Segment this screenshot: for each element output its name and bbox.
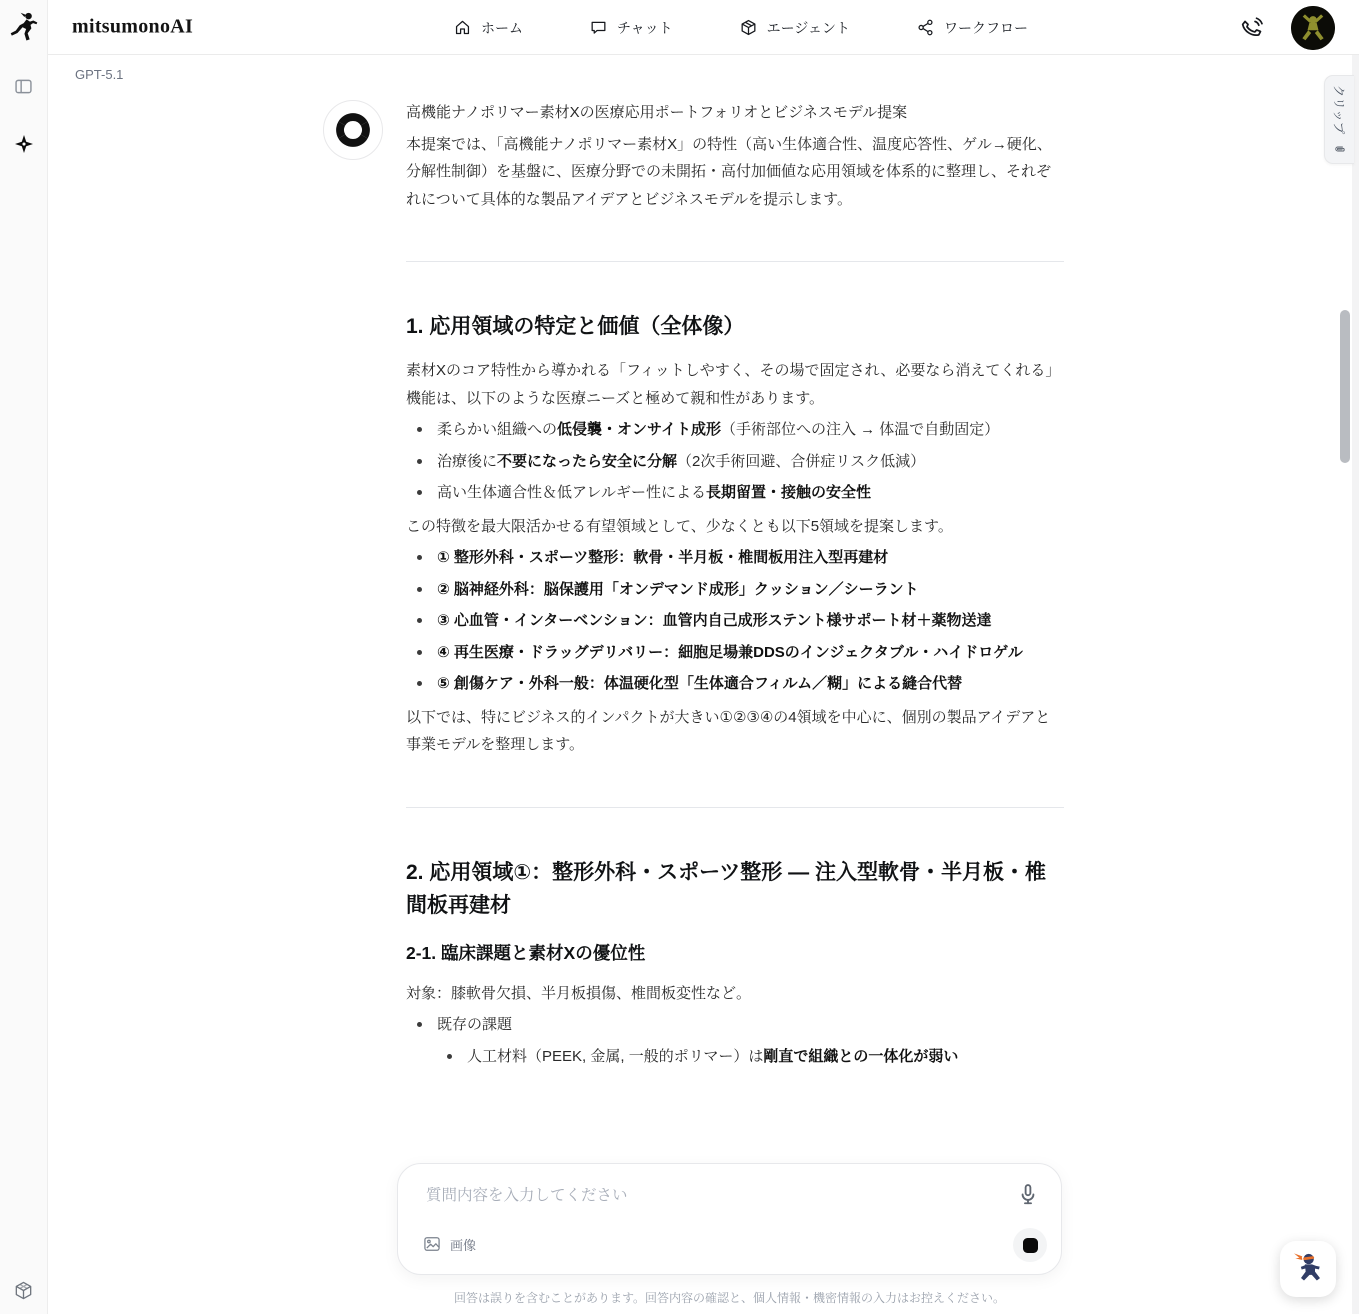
image-icon [422, 1234, 442, 1254]
section-heading: 1. 応用領域の特定と価値（全体像） [406, 315, 745, 338]
bullet-list [406, 1011, 1064, 1070]
workflow-icon [916, 18, 935, 37]
stop-icon [1023, 1238, 1038, 1253]
bullet-item: ④ 再生医療・ドラッグデリバリー：細胞足場兼DDSのインジェクタブル・ハイドロゲル [437, 639, 1064, 667]
bullet-list [406, 544, 1064, 698]
question-input[interactable] [424, 1180, 988, 1212]
assistant-avatar [323, 100, 383, 160]
scrollbar-track [1352, 55, 1359, 1314]
microphone-icon[interactable] [1015, 1182, 1041, 1208]
message-body [406, 99, 1064, 1076]
model-label: GPT-5.1 [75, 67, 124, 82]
main-nav [453, 0, 1028, 55]
sparkle-icon[interactable] [12, 132, 36, 156]
agent-icon [739, 18, 758, 37]
bullet-item: ③ 心血管・インターベンション：血管内自己成形ステント様サポート材＋薬物送達 [437, 607, 1064, 635]
section-divider [406, 807, 1064, 808]
chat-composer [397, 1163, 1062, 1275]
sidebar-toggle-icon[interactable] [12, 74, 36, 98]
image-button-label: 画像 [450, 1237, 477, 1253]
mascot-button[interactable] [1280, 1241, 1336, 1297]
nav-item-workflow[interactable]: ワークフロー [916, 18, 1028, 38]
bullet-item: 柔らかい組織への低侵襲・オンサイト成形（手術部位への注入 → 体温で自動固定） [437, 416, 1064, 444]
top-navbar [48, 0, 1359, 55]
message-paragraph: この特徴を最大限活かせる有望領域として、少なくとも以下5領域を提案します。 [406, 517, 953, 535]
image-upload-button[interactable] [416, 1230, 482, 1258]
message-paragraph: 素材Xのコア特性から導かれる「フィットしやすく、その場で固定され、必要なら消えてくれる」機能は、以下のような医療ニーズと極めて親和性があります。 [406, 362, 1061, 407]
bullet-item: ① 整形外科・スポーツ整形：軟骨・半月板・椎間板用注入型再建材 [437, 544, 1064, 572]
bullet-sublist [437, 1043, 1064, 1071]
ninja-mascot-icon [1288, 1249, 1328, 1289]
clip-tab[interactable] [1324, 75, 1354, 164]
bullet-item: 既存の課題 人工材料（PEEK, 金属, 一般的ポリマー）は剛直で組織との一体化が弱い [437, 1011, 1064, 1070]
paperclip-icon [1333, 141, 1347, 155]
bullet-item: 高い生体適合性＆低アレルギー性による長期留置・接触の安全性 [437, 479, 1064, 507]
message-paragraph: 本提案では、「高機能ナノポリマー素材X」の特性（高い生体適合性、温度応答性、ゲル→硬化、分解性制御）を基盤に、医療分野での未開拓・高付加価値な応用領域を体系的に整理し、それぞれについて具体的な製品アイデアとビジネスモデルを提示します。 [406, 135, 1052, 208]
openai-logo-icon [334, 111, 372, 149]
bullet-list [406, 416, 1064, 507]
stop-generating-button[interactable] [1013, 1228, 1047, 1262]
header-right [1239, 0, 1335, 55]
section-divider [406, 261, 1064, 262]
app-logo-ninja-icon[interactable] [5, 6, 43, 48]
cube-icon[interactable] [12, 1278, 36, 1302]
message-title: 高機能ナノポリマー素材Xの医療応用ポートフォリオとビジネスモデル提案 [406, 104, 908, 121]
home-icon [453, 18, 472, 37]
nav-item-home[interactable]: ホーム [453, 18, 523, 38]
nav-item-agent[interactable]: エージェント [739, 18, 850, 38]
section-heading: 2-1. 臨床課題と素材Xの優位性 [406, 942, 646, 963]
section-heading: 2. 応用領域①：整形外科・スポーツ整形 — 注入型軟骨・半月板・椎間板再建材 [406, 860, 1046, 917]
message-paragraph: 対象：膝軟骨欠損、半月板損傷、椎間板変性など。 [406, 984, 752, 1002]
bullet-item: ⑤ 創傷ケア・外科一般：体温硬化型「生体適合フィルム／糊」による縫合代替 [437, 670, 1064, 698]
phone-call-icon[interactable] [1239, 15, 1265, 41]
chat-icon [589, 18, 608, 37]
bullet-item: ② 脳神経外科：脳保護用「オンデマンド成形」クッション／シーラント [437, 576, 1064, 604]
bullet-item: 治療後に不要になったら安全に分解（2次手術回避、合併症リスク低減） [437, 448, 1064, 476]
nav-item-chat[interactable]: チャット [589, 18, 673, 38]
bullet-subitem: 人工材料（PEEK, 金属, 一般的ポリマー）は剛直で組織との一体化が弱い [467, 1043, 1064, 1071]
scrollbar-thumb[interactable] [1340, 310, 1350, 463]
disclaimer-text: 回答は誤りを含むことがあります。回答内容の確認と、個人情報・機密情報の入力はお控えください。 [453, 1291, 1006, 1305]
user-avatar[interactable] [1291, 6, 1335, 50]
message-paragraph: 以下では、特にビジネス的インパクトが大きい①②③④の4領域を中心に、個別の製品アイデアと事業モデルを整理します。 [406, 708, 1051, 753]
app-title: mitsumonoAI [72, 15, 194, 38]
clip-tab-label: クリップ [1331, 84, 1346, 134]
left-rail [0, 0, 48, 1314]
